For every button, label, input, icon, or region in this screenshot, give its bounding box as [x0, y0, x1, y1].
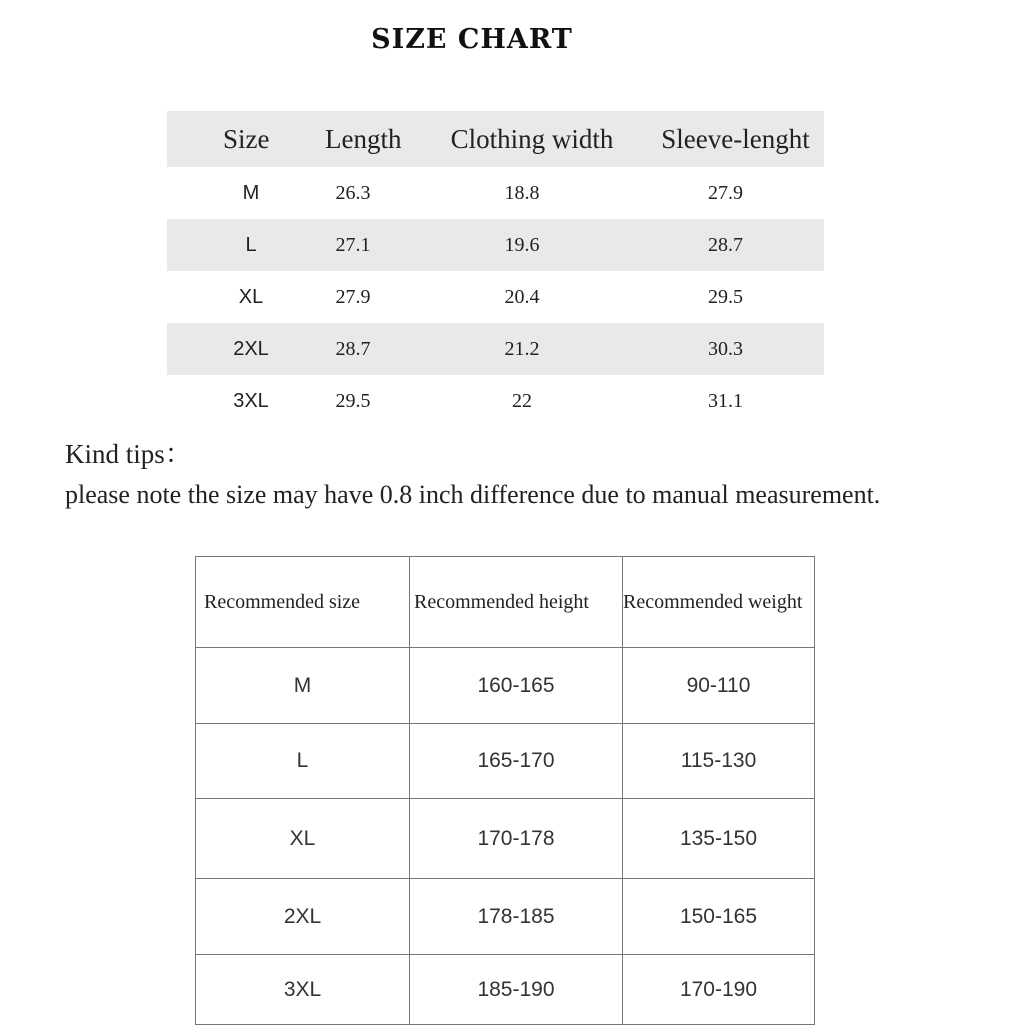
table-row [196, 648, 815, 724]
length-cell: 27.1 [335, 233, 371, 256]
sleeve-cell: 31.1 [708, 389, 743, 412]
width-cell: 20.4 [504, 285, 540, 308]
rec-size-cell: M [196, 648, 410, 724]
table-row [196, 879, 815, 955]
tips-text: please note the size may have 0.8 inch difference due to manual measurement. [65, 480, 881, 509]
size-chart-header-row [167, 111, 824, 167]
rec-size-cell: 2XL [196, 879, 410, 955]
sleeve-cell: 27.9 [708, 181, 743, 204]
rec-height-cell: 178-185 [410, 879, 623, 955]
rec-size-cell: 3XL [196, 955, 410, 1025]
sleeve-cell: 29.5 [708, 285, 743, 308]
header-size: Size [223, 123, 270, 154]
size-cell: 3XL [233, 389, 269, 412]
rec-height-cell: 165-170 [410, 724, 623, 799]
size-cell: XL [238, 285, 264, 308]
header-recommended-size: Recommended size [196, 557, 410, 648]
table-row [196, 724, 815, 799]
table-row [167, 167, 824, 219]
sleeve-cell: 28.7 [708, 233, 743, 256]
recommendation-table [195, 556, 815, 1025]
rec-weight-cell: 135-150 [623, 799, 815, 879]
rec-height-cell: 170-178 [410, 799, 623, 879]
rec-height-cell: 185-190 [410, 955, 623, 1025]
length-cell: 27.9 [335, 285, 371, 308]
table-row [196, 955, 815, 1025]
rec-weight-cell: 90-110 [623, 648, 815, 724]
size-chart-table [167, 111, 824, 427]
rec-height-cell: 160-165 [410, 648, 623, 724]
rec-size-cell: L [196, 724, 410, 799]
length-cell: 26.3 [335, 181, 371, 204]
width-cell: 18.8 [504, 181, 540, 204]
tips-label: Kind tips： [65, 439, 192, 469]
rec-weight-cell: 170-190 [623, 955, 815, 1025]
width-cell: 19.6 [504, 233, 540, 256]
recommendation-header-row [196, 557, 815, 648]
length-cell: 29.5 [335, 389, 371, 412]
header-sleeve-length: Sleeve-lenght [661, 123, 810, 154]
width-cell: 22 [512, 389, 532, 412]
rec-size-cell: XL [196, 799, 410, 879]
page-title: SIZE CHART [371, 24, 573, 55]
width-cell: 21.2 [504, 337, 540, 360]
rec-weight-cell: 115-130 [623, 724, 815, 799]
size-cell: 2XL [233, 337, 269, 360]
header-recommended-height: Recommended height [410, 557, 623, 648]
table-row [167, 271, 824, 323]
header-length: Length [325, 123, 402, 154]
sleeve-cell: 30.3 [708, 337, 743, 360]
table-row [196, 799, 815, 879]
rec-weight-cell: 150-165 [623, 879, 815, 955]
header-clothing-width: Clothing width [450, 123, 614, 154]
table-row [167, 219, 824, 271]
size-cell: M [242, 181, 260, 204]
size-cell: L [245, 233, 257, 256]
table-row [167, 375, 824, 427]
table-row [167, 323, 824, 375]
length-cell: 28.7 [335, 337, 371, 360]
header-recommended-weight: Recommended weight [623, 557, 815, 648]
